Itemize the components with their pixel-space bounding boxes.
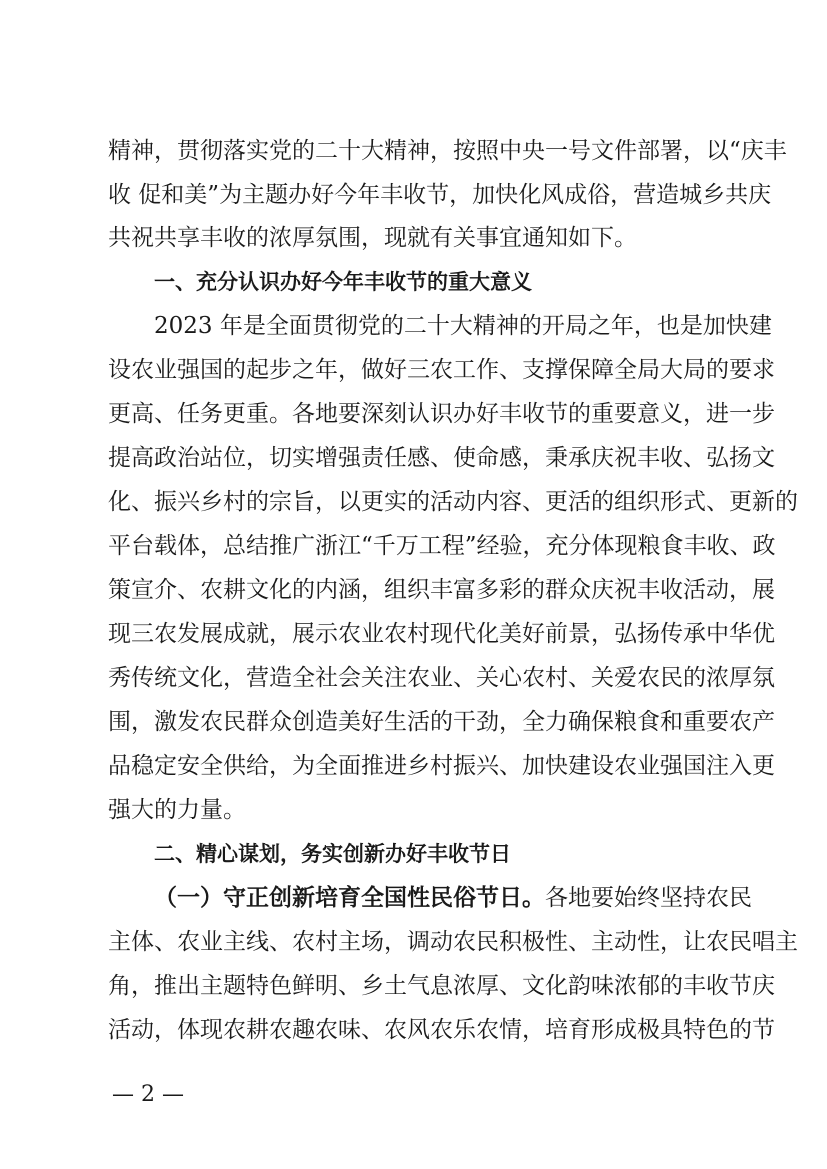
- text-line: 提高政治站位，切实增强责任感、使命感，秉承庆祝丰收、弘扬文: [108, 445, 775, 471]
- text-line: 角，推出主题特色鲜明、乡土气息浓厚、文化韵味浓郁的丰收节庆: [108, 973, 775, 999]
- subsection-heading: （一）守正创新培育全国性民俗节日。: [154, 885, 545, 911]
- text-line: 更高、任务更重。各地要深刻认识办好丰收节的重要意义，进一步: [108, 401, 775, 427]
- text-line: 收 促和美”为主题办好今年丰收节，加快化风成俗，营造城乡共庆: [108, 182, 772, 208]
- page-number: — 2 —: [112, 1082, 184, 1107]
- text-line: 活动，体现农耕农趣农味、农风农乐农情，培育形成极具特色的节: [108, 1017, 775, 1043]
- text-line: 品稳定安全供给，为全面推进乡村振兴、加快建设农业强国注入更: [108, 753, 775, 779]
- text-line: 2023 年是全面贯彻党的二十大精神的开局之年，也是加快建: [154, 313, 772, 339]
- text-run: 各地要始终坚持农民: [545, 885, 752, 911]
- text-line: 强大的力量。: [108, 797, 246, 823]
- text-line: 秀传统文化，营造全社会关注农业、关心农村、关爱农民的浓厚氛: [108, 665, 775, 691]
- section-heading-1: 一、充分认识办好今年丰收节的重大意义: [154, 270, 532, 294]
- section-heading-2: 二、精心谋划，务实创新办好丰收节日: [154, 842, 511, 866]
- text-line: 现三农发展成就，展示农业农村现代化美好前景，弘扬传承中华优: [108, 621, 775, 647]
- text-line: 共祝共享丰收的浓厚氛围，现就有关事宜通知如下。: [108, 225, 637, 251]
- text-line: [154, 883, 752, 913]
- text-line: 设农业强国的起步之年，做好三农工作、支撑保障全局大局的要求: [108, 357, 775, 383]
- text-line: 围，激发农民群众创造美好生活的干劲，全力确保粮食和重要农产: [108, 709, 775, 735]
- text-line: 精神，贯彻落实党的二十大精神，按照中央一号文件部署，以“庆丰: [108, 138, 787, 164]
- text-line: 主体、农业主线、农村主场，调动农民积极性、主动性，让农民唱主: [108, 929, 798, 955]
- text-line: 策宣介、农耕文化的内涵，组织丰富多彩的群众庆祝丰收活动，展: [108, 577, 775, 603]
- text-line: 平台载体，总结推广浙江“千万工程”经验，充分体现粮食丰收、政: [108, 533, 776, 559]
- text-line: 化、振兴乡村的宗旨，以更实的活动内容、更活的组织形式、更新的: [108, 489, 798, 515]
